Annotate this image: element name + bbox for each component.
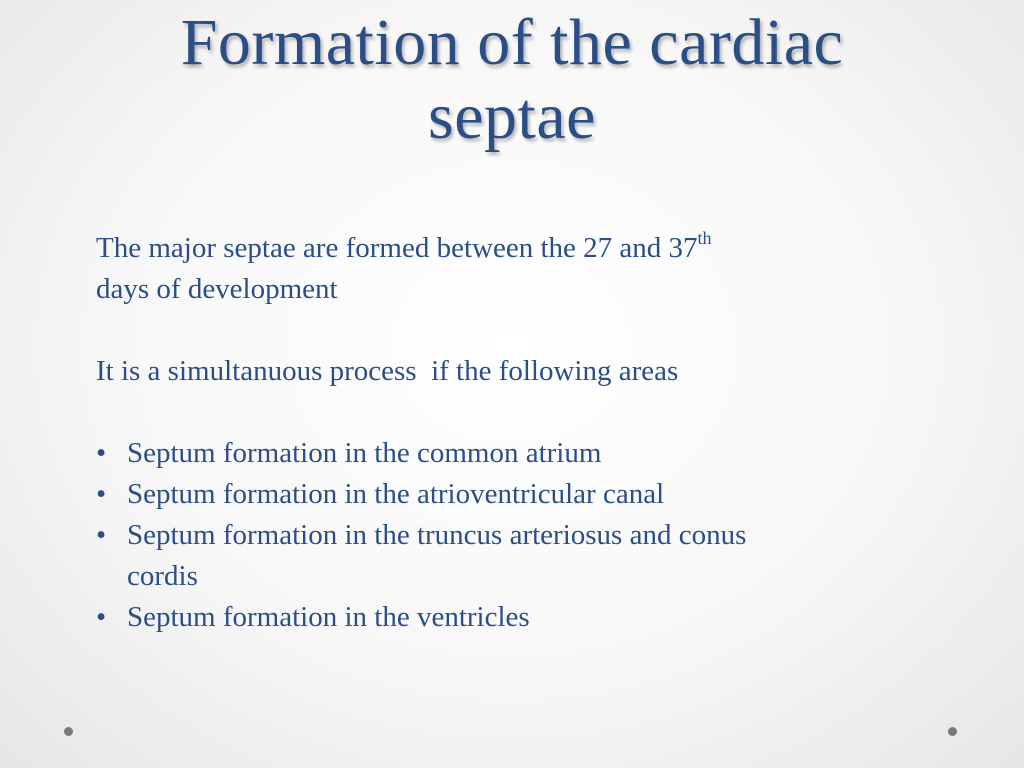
bullet-text: Septum formation in the truncus arteriosus and conus bbox=[127, 519, 747, 551]
title-line-2: septae bbox=[428, 80, 596, 153]
bullet-item bbox=[96, 597, 966, 638]
bullet-text: Septum formation in the ventricles bbox=[127, 601, 530, 633]
intro-line-1-text: The major septae are formed between the 27 and 37 bbox=[96, 232, 698, 264]
corner-dot-right-icon bbox=[948, 727, 957, 736]
bullet-icon: • bbox=[96, 519, 107, 551]
title-line-1: Formation of the cardiac bbox=[180, 6, 844, 79]
process-paragraph: It is a simultanuous process if the following areas bbox=[96, 355, 679, 387]
paragraph-spacer bbox=[96, 310, 966, 351]
slide-body bbox=[96, 228, 966, 638]
paragraph-spacer bbox=[96, 392, 966, 433]
slide-title bbox=[60, 6, 964, 154]
ordinal-superscript: th bbox=[697, 228, 712, 249]
bullet-item bbox=[96, 433, 966, 474]
bullet-icon: • bbox=[96, 437, 107, 469]
intro-line-2: days of development bbox=[96, 273, 338, 305]
bullet-item bbox=[96, 474, 966, 515]
bullet-list bbox=[96, 433, 966, 638]
intro-line-1 bbox=[96, 228, 966, 269]
intro-paragraph bbox=[96, 228, 966, 310]
corner-dot-left-icon bbox=[64, 727, 73, 736]
bullet-icon: • bbox=[96, 478, 107, 510]
bullet-text: Septum formation in the atrioventricular canal bbox=[127, 478, 665, 510]
bullet-text-continuation: cordis bbox=[127, 560, 198, 592]
bullet-icon: • bbox=[96, 601, 107, 633]
bullet-text: Septum formation in the common atrium bbox=[127, 437, 602, 469]
bullet-item bbox=[96, 515, 966, 597]
